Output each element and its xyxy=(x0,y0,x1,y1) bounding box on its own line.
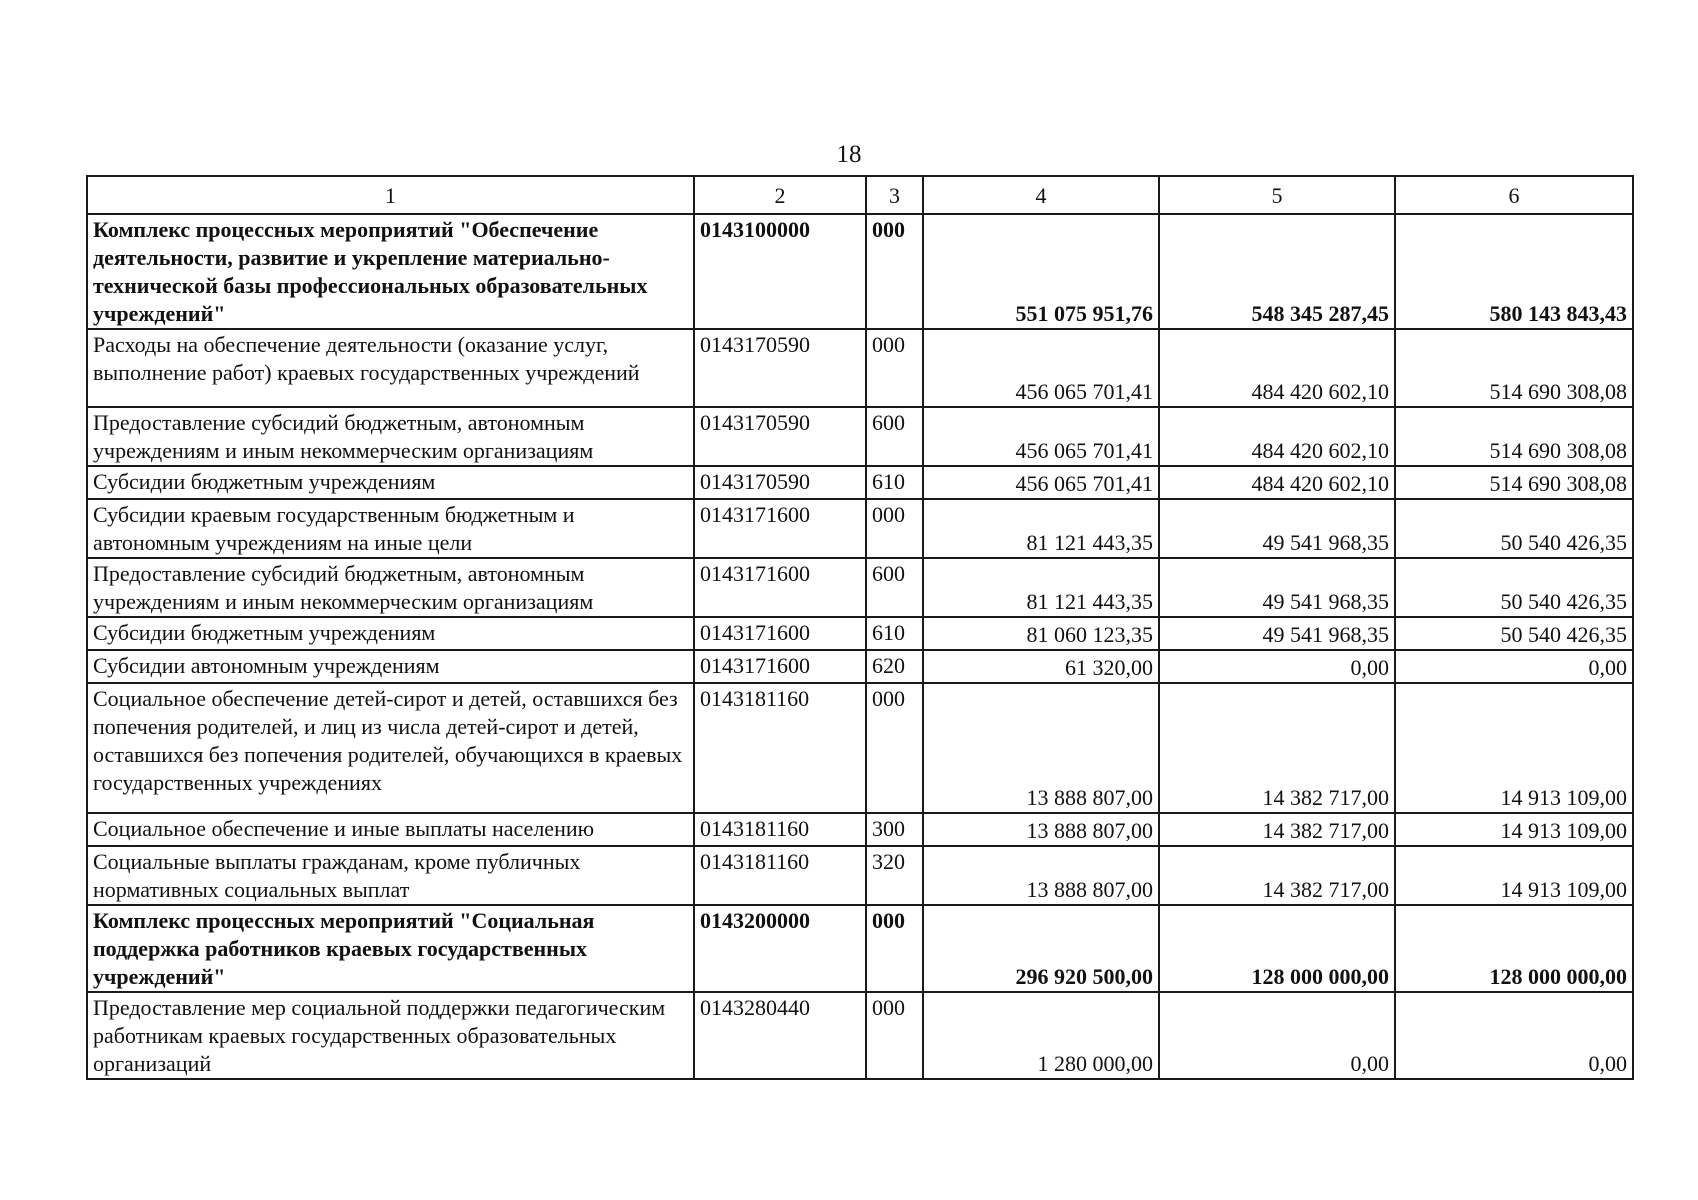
row-name-cell: Субсидии автономным учреждениям xyxy=(87,650,694,683)
row-name-cell: Социальное обеспечение детей-сирот и детей, оставшихся без попечения родителей, и лиц из числа детей-сирот и детей, оставшихся без попечения родителей, обучающихся в краевых государственных учреждениях xyxy=(87,683,694,813)
row-name-cell: Предоставление мер социальной поддержки педагогическим работникам краевых государственных образовательных организаций xyxy=(87,992,694,1079)
row-value-col4: 456 065 701,41 xyxy=(923,407,1159,466)
row-name-cell: Предоставление субсидий бюджетным, автономным учреждениям и иным некоммерческим организациям xyxy=(87,407,694,466)
row-value-col5: 128 000 000,00 xyxy=(1159,905,1395,992)
header-col-3: 3 xyxy=(866,176,923,214)
row-value-col4: 13 888 807,00 xyxy=(923,813,1159,846)
row-code-cell: 0143181160 xyxy=(694,683,866,813)
row-code-cell: 0143171600 xyxy=(694,650,866,683)
row-value-col6: 514 690 308,08 xyxy=(1395,329,1633,407)
page-number: 18 xyxy=(836,141,862,168)
row-kvr-cell: 000 xyxy=(866,905,923,992)
table-row xyxy=(87,905,1633,992)
table-row xyxy=(87,683,1633,813)
row-value-col6: 128 000 000,00 xyxy=(1395,905,1633,992)
row-value-col4: 13 888 807,00 xyxy=(923,846,1159,905)
row-kvr-cell: 620 xyxy=(866,650,923,683)
row-kvr-cell: 600 xyxy=(866,558,923,617)
row-name-cell: Субсидии бюджетным учреждениям xyxy=(87,466,694,499)
budget-table xyxy=(86,175,1634,1080)
table-row xyxy=(87,558,1633,617)
row-name-cell: Комплекс процессных мероприятий "Обеспечение деятельности, развитие и укрепление материально-технической базы профессиональных образовательных учреждений" xyxy=(87,214,694,329)
row-value-col6: 14 913 109,00 xyxy=(1395,813,1633,846)
row-value-col6: 50 540 426,35 xyxy=(1395,499,1633,558)
row-value-col6: 514 690 308,08 xyxy=(1395,407,1633,466)
row-kvr-cell: 000 xyxy=(866,683,923,813)
row-value-col4: 81 060 123,35 xyxy=(923,617,1159,650)
row-kvr-cell: 000 xyxy=(866,329,923,407)
header-col-1: 1 xyxy=(87,176,694,214)
table-row xyxy=(87,813,1633,846)
table-row xyxy=(87,617,1633,650)
row-value-col4: 81 121 443,35 xyxy=(923,558,1159,617)
row-code-cell: 0143171600 xyxy=(694,499,866,558)
row-value-col5: 49 541 968,35 xyxy=(1159,558,1395,617)
header-col-5: 5 xyxy=(1159,176,1395,214)
row-kvr-cell: 000 xyxy=(866,214,923,329)
row-value-col5: 548 345 287,45 xyxy=(1159,214,1395,329)
header-row xyxy=(87,176,1633,214)
row-value-col4: 13 888 807,00 xyxy=(923,683,1159,813)
row-value-col6: 14 913 109,00 xyxy=(1395,683,1633,813)
row-code-cell: 0143181160 xyxy=(694,846,866,905)
row-value-col6: 50 540 426,35 xyxy=(1395,617,1633,650)
row-value-col4: 456 065 701,41 xyxy=(923,329,1159,407)
row-name-cell: Предоставление субсидий бюджетным, автономным учреждениям и иным некоммерческим организациям xyxy=(87,558,694,617)
row-code-cell: 0143170590 xyxy=(694,407,866,466)
row-value-col5: 14 382 717,00 xyxy=(1159,683,1395,813)
table-row xyxy=(87,466,1633,499)
row-value-col5: 484 420 602,10 xyxy=(1159,466,1395,499)
row-kvr-cell: 610 xyxy=(866,617,923,650)
row-name-cell: Социальное обеспечение и иные выплаты населению xyxy=(87,813,694,846)
table-row xyxy=(87,499,1633,558)
row-kvr-cell: 320 xyxy=(866,846,923,905)
row-value-col4: 61 320,00 xyxy=(923,650,1159,683)
row-code-cell: 0143181160 xyxy=(694,813,866,846)
row-kvr-cell: 000 xyxy=(866,499,923,558)
header-col-6: 6 xyxy=(1395,176,1633,214)
row-value-col5: 484 420 602,10 xyxy=(1159,407,1395,466)
row-value-col6: 514 690 308,08 xyxy=(1395,466,1633,499)
row-value-col4: 1 280 000,00 xyxy=(923,992,1159,1079)
header-col-4: 4 xyxy=(923,176,1159,214)
row-name-cell: Субсидии бюджетным учреждениям xyxy=(87,617,694,650)
row-value-col5: 49 541 968,35 xyxy=(1159,499,1395,558)
row-code-cell: 0143170590 xyxy=(694,466,866,499)
row-value-col4: 551 075 951,76 xyxy=(923,214,1159,329)
row-name-cell: Социальные выплаты гражданам, кроме публичных нормативных социальных выплат xyxy=(87,846,694,905)
row-code-cell: 0143171600 xyxy=(694,558,866,617)
row-value-col6: 0,00 xyxy=(1395,992,1633,1079)
table-row xyxy=(87,407,1633,466)
row-value-col6: 14 913 109,00 xyxy=(1395,846,1633,905)
row-value-col4: 296 920 500,00 xyxy=(923,905,1159,992)
row-value-col5: 49 541 968,35 xyxy=(1159,617,1395,650)
row-code-cell: 0143170590 xyxy=(694,329,866,407)
row-value-col5: 14 382 717,00 xyxy=(1159,813,1395,846)
table-row xyxy=(87,650,1633,683)
row-kvr-cell: 300 xyxy=(866,813,923,846)
row-code-cell: 0143200000 xyxy=(694,905,866,992)
row-value-col6: 580 143 843,43 xyxy=(1395,214,1633,329)
row-name-cell: Субсидии краевым государственным бюджетным и автономным учреждениям на иные цели xyxy=(87,499,694,558)
row-name-cell: Расходы на обеспечение деятельности (оказание услуг, выполнение работ) краевых государственных учреждений xyxy=(87,329,694,407)
row-code-cell: 0143100000 xyxy=(694,214,866,329)
row-code-cell: 0143171600 xyxy=(694,617,866,650)
row-value-col6: 0,00 xyxy=(1395,650,1633,683)
table-row xyxy=(87,214,1633,329)
row-value-col4: 81 121 443,35 xyxy=(923,499,1159,558)
row-value-col5: 14 382 717,00 xyxy=(1159,846,1395,905)
header-col-2: 2 xyxy=(694,176,866,214)
table-row xyxy=(87,846,1633,905)
row-name-cell: Комплекс процессных мероприятий "Социальная поддержка работников краевых государственных учреждений" xyxy=(87,905,694,992)
row-value-col5: 0,00 xyxy=(1159,650,1395,683)
row-kvr-cell: 600 xyxy=(866,407,923,466)
row-kvr-cell: 610 xyxy=(866,466,923,499)
row-kvr-cell: 000 xyxy=(866,992,923,1079)
row-code-cell: 0143280440 xyxy=(694,992,866,1079)
table-row xyxy=(87,329,1633,407)
row-value-col4: 456 065 701,41 xyxy=(923,466,1159,499)
table-row xyxy=(87,992,1633,1079)
row-value-col5: 484 420 602,10 xyxy=(1159,329,1395,407)
row-value-col5: 0,00 xyxy=(1159,992,1395,1079)
row-value-col6: 50 540 426,35 xyxy=(1395,558,1633,617)
